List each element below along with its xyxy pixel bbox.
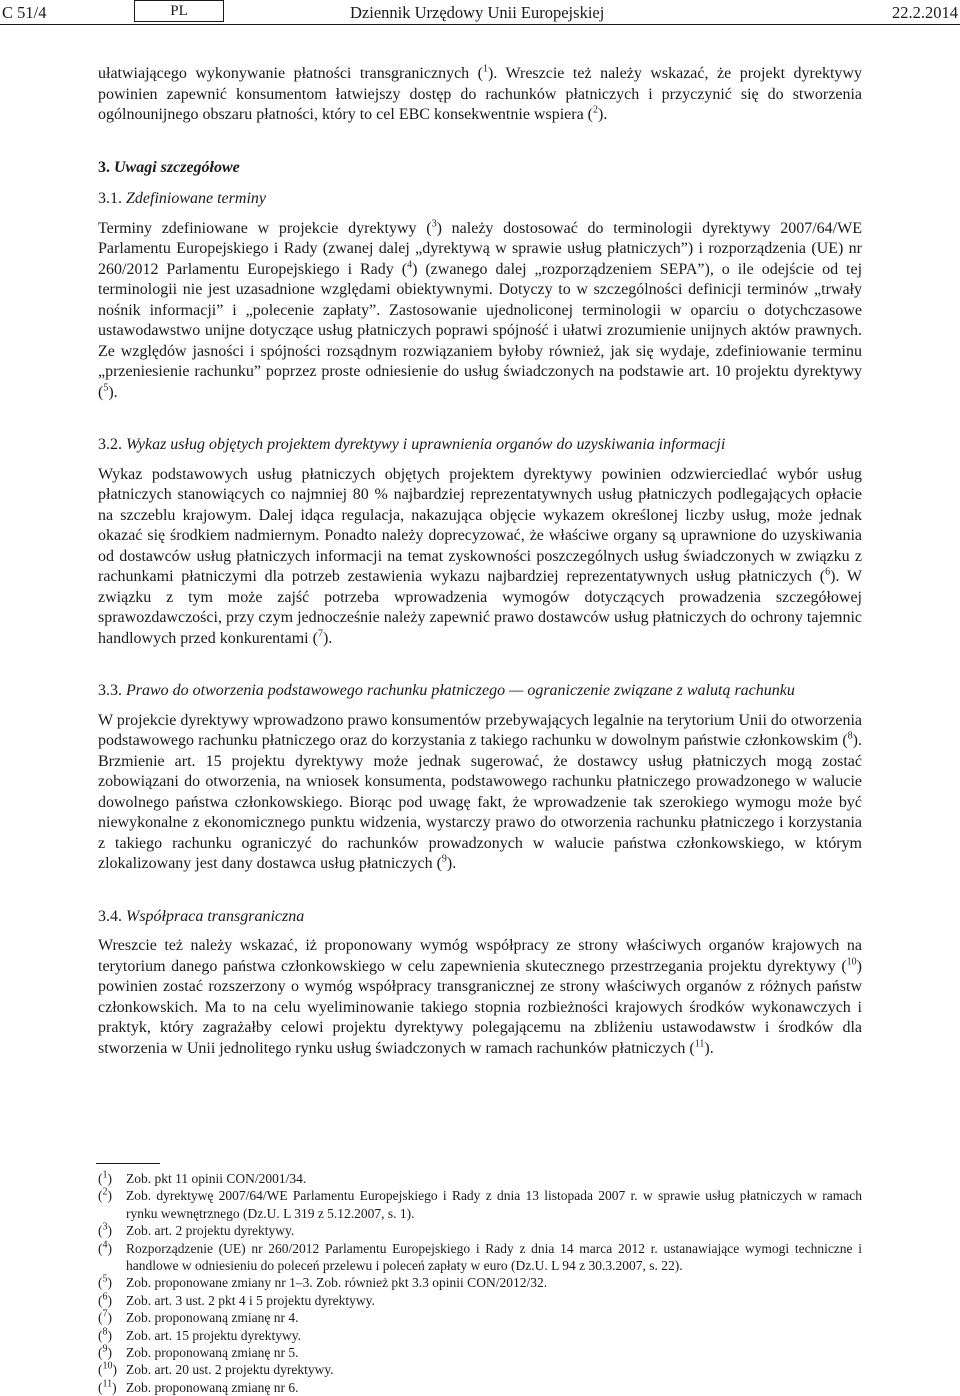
subsection-heading-3-2: 3.2. Wykaz usług objętych projektem dyrektywy i uprawnienia organów do uzyskiwania informacji xyxy=(98,436,726,453)
journal-issue: C 51/4 xyxy=(2,3,47,22)
footnote-marker: ($^4$) xyxy=(98,1239,112,1256)
intro-paragraph: ułatwiającego wykonywanie płatności transgranicznych ($^1$). Wreszcie też należy wskazać, że projekt dyrektywy powinien zapewnić konsumentom łatwiejszy dostęp do rachunków płatniczych i przyczynić się do stworzenia ogólnounijnego obszaru płatności, który to cel EBC konsekwentnie wspiera ($^2$). xyxy=(98,63,862,123)
footnote-ref[interactable]: 8 xyxy=(847,730,853,742)
footnote-text: Zob. proponowaną zmianę nr 4. xyxy=(126,1310,299,1326)
footnote-ref[interactable]: 7 xyxy=(317,628,323,640)
footnote-marker: ($^2$) xyxy=(98,1186,112,1204)
footnote-ref[interactable]: 1 xyxy=(483,63,488,75)
footnote-ref[interactable]: 4 xyxy=(407,259,413,271)
journal-title: Dziennik Urzędowy Unii Europejskiej xyxy=(350,3,605,22)
document-body xyxy=(98,64,862,1059)
footnote-ref[interactable]: 10 xyxy=(846,956,857,968)
footnote-marker: ($^3$) xyxy=(98,1221,112,1239)
footnote-ref[interactable]: 3 xyxy=(431,218,437,230)
footnote-marker: ($^9$) xyxy=(98,1343,112,1361)
footnote-text: Zob. proponowaną zmianę nr 5. xyxy=(126,1345,299,1361)
footnote xyxy=(98,1240,862,1275)
language-code-box: PL xyxy=(134,0,224,22)
footnote-text: Zob. art. 15 projektu dyrektywy. xyxy=(126,1327,301,1343)
journal-header xyxy=(0,0,960,30)
footnote-text: Rozporządzenie (UE) nr 260/2012 Parlamentu Europejskiego i Rady z dnia 14 marca 2012 r. ustanawiające wymogi techniczne i handlowe w odniesieniu do poleceń przelewu i poleceń zapłaty w euro (Dz.U. L 94 z 30.3.2007, s. 22). xyxy=(126,1240,862,1274)
subsection-heading-3-4: 3.4. Współpraca transgraniczna xyxy=(98,907,305,925)
footnote-text: Zob. pkt 11 opinii CON/2001/34. xyxy=(126,1171,307,1186)
footnote-ref[interactable]: 5 xyxy=(103,382,109,394)
paragraph-3-3: W projekcie dyrektywy wprowadzono prawo konsumentów przebywających legalnie na terytorium Unii do otworzenia podstawowego rachunku płatniczego oraz do korzystania z takiego rachunku w dowolnym państwie członkowskim ($^8$). Brzmienie art. 15 projektu dyrektywy może jednak sugerować, że dostawcy usług płatniczych mogą zostać zobowiązani do otworzenia, na wniosek konsumenta, podstawowego rachunku płatniczego prowadzonego w walucie dowolnego państwa członkowskiego. Biorąc pod uwagę fakt, że wprowadzenie tak szerokiego wymogu może być niewykonalne z ekonomicznego punktu widzenia, wystarczy prawo do otworzenia rachunku płatniczego i korzystania z takiego rachunku ograniczyć do rachunków prowadzonych w walucie państwa członkowskiego, w którym zlokalizowany jest dany dostawca usług płatniczych ($^9$). xyxy=(98,711,862,872)
footnote-separator xyxy=(96,1163,160,1164)
footnote-text: Zob. proponowane zmiany nr 1–3. Zob. również pkt 3.3 opinii CON/2012/32. xyxy=(126,1275,548,1291)
footnote xyxy=(98,1327,862,1344)
subsection-heading-3-3: 3.3. Prawo do otworzenia podstawowego rachunku płatniczego — ograniczenie związane z walutą rachunku xyxy=(98,682,795,699)
footnote-marker: ($^1$) xyxy=(98,1169,112,1186)
subsection-heading-3-1: 3.1. Zdefiniowane terminy xyxy=(98,190,266,207)
footnote xyxy=(98,1187,862,1222)
footnote xyxy=(98,1309,862,1326)
footnote xyxy=(98,1344,862,1361)
footnote-text: Zob. dyrektywę 2007/64/WE Parlamentu Europejskiego i Rady z dnia 13 listopada 2007 r. w sprawie usług płatniczych w ramach rynku wewnętrznego (Dz.U. L 319 z 5.12.2007, s. 1). xyxy=(126,1188,862,1221)
footnote-text: Zob. art. 20 ust. 2 projektu dyrektywy. xyxy=(126,1362,334,1378)
section-heading-3: 3. Uwagi szczegółowe xyxy=(98,158,240,176)
footnote-text: Zob. art. 2 projektu dyrektywy. xyxy=(126,1223,295,1239)
paragraph-3-4: Wreszcie też należy wskazać, iż proponowany wymóg współpracy ze strony właściwych organów krajowych na terytorium danego państwa członkowskiego w celu zapewnienia skutecznego przestrzegania projektu dyrektywy ($^{10}$) powinien zostać rozszerzony o wymóg współpracy transgranicznej ze strony właściwych organów z różnych państw członkowskich. Ma to na celu wyeliminowanie takiego stopnia rozbieżności krajowych środków wykonawczych i praktyk, który zagrażałby celowi projektu dyrektywy polegającemu na zbliżeniu ustawodawstw i środków dla stworzenia w Unii jednolitego rynku usług świadczonych w ramach rachunków płatniczych ($^{11}$). xyxy=(98,937,862,1057)
footnote xyxy=(98,1222,862,1239)
header-rule xyxy=(0,24,960,25)
journal-date: 22.2.2014 xyxy=(892,3,958,22)
footnote-marker: ($^7$) xyxy=(98,1308,112,1326)
paragraph-3-2: Wykaz podstawowych usług płatniczych objętych projektem dyrektywy powinien odzwierciedlać wybór usług płatniczych stanowiących co najmniej 80 % najbardziej reprezentatywnych usług płatniczych podlegających opłacie na szczeblu krajowym. Dalej idąca regulacja, nakazująca objęcie wykazem określonej liczby usług, może jednak okazać się środkiem nadmiernym. Ponadto należy doprecyzować, że właściwe organy są uprawnione do uzyskiwania od dostawców usług płatniczych informacji na temat zyskowności poszczególnych usług świadczonych w związku z rachunkami płatniczymi dla potrzeb zestawienia wykazu najbardziej reprezentatywnych usług płatniczych ($^6$). W związku z tym może zajść potrzeba wprowadzenia wymogów dotyczących prowadzenia szczegółowej sprawozdawczości, przy czym jednocześnie należy zapewnić prawo dostawców usług płatniczych do ochrony tajemnic handlowych przed konkurentami ($^7$). xyxy=(98,465,863,647)
paragraph-3-1: Terminy zdefiniowane w projekcie dyrektywy ($^3$) należy dostosować do terminologii dyrektywy 2007/64/WE Parlamentu Europejskiego i Rady (zwanej dalej „dyrektywą w sprawie usług płatniczych”) i rozporządzenia (UE) nr 260/2012 Parlamentu Europejskiego i Rady ($^4$) (zwanego dalej „rozporządzeniem SEPA”), o ile odejście od tej terminologii nie jest uzasadnione względami obiektywnymi. Dotyczy to w szczególności definicji terminów „trwały nośnik informacji” i „polecenie zapłaty”. Zastosowanie ujednoliconej terminologii w oparciu o dotychczasowe ustawodawstwo unijne dotyczące usług płatniczych poprawi spójność i ułatwi zrozumienie unijnych aktów prawnych. Ze względów jasności i spójności rozsądnym rozwiązaniem byłoby również, jak się wydaje, zdefiniowanie terminu „przeniesienie rachunku” poprzez proste odniesienie do usług świadczonych na podstawie art. 10 projektu dyrektywy ($^5$). xyxy=(98,218,863,401)
footnote-marker: ($^{11}$) xyxy=(98,1378,117,1395)
footnote xyxy=(98,1170,862,1187)
footnote xyxy=(98,1379,862,1396)
footnote-ref[interactable]: 6 xyxy=(825,566,831,578)
footnote-ref[interactable]: 11 xyxy=(694,1038,705,1050)
footnote xyxy=(98,1274,862,1291)
footnote-ref[interactable]: 9 xyxy=(441,853,447,865)
footnote-marker: ($^6$) xyxy=(98,1291,112,1308)
footnote xyxy=(98,1361,862,1378)
footnotes-list xyxy=(98,1170,862,1396)
footnote-text: Zob. proponowaną zmianę nr 6. xyxy=(126,1379,299,1395)
footnote-marker: ($^5$) xyxy=(98,1273,112,1291)
footnote-marker: ($^8$) xyxy=(98,1326,112,1343)
footnote-ref[interactable]: 2 xyxy=(593,104,599,116)
footnote xyxy=(98,1292,862,1309)
footnote-text: Zob. art. 3 ust. 2 pkt 4 i 5 projektu dyrektywy. xyxy=(126,1292,375,1308)
footnote-marker: ($^{10}$) xyxy=(98,1360,117,1378)
